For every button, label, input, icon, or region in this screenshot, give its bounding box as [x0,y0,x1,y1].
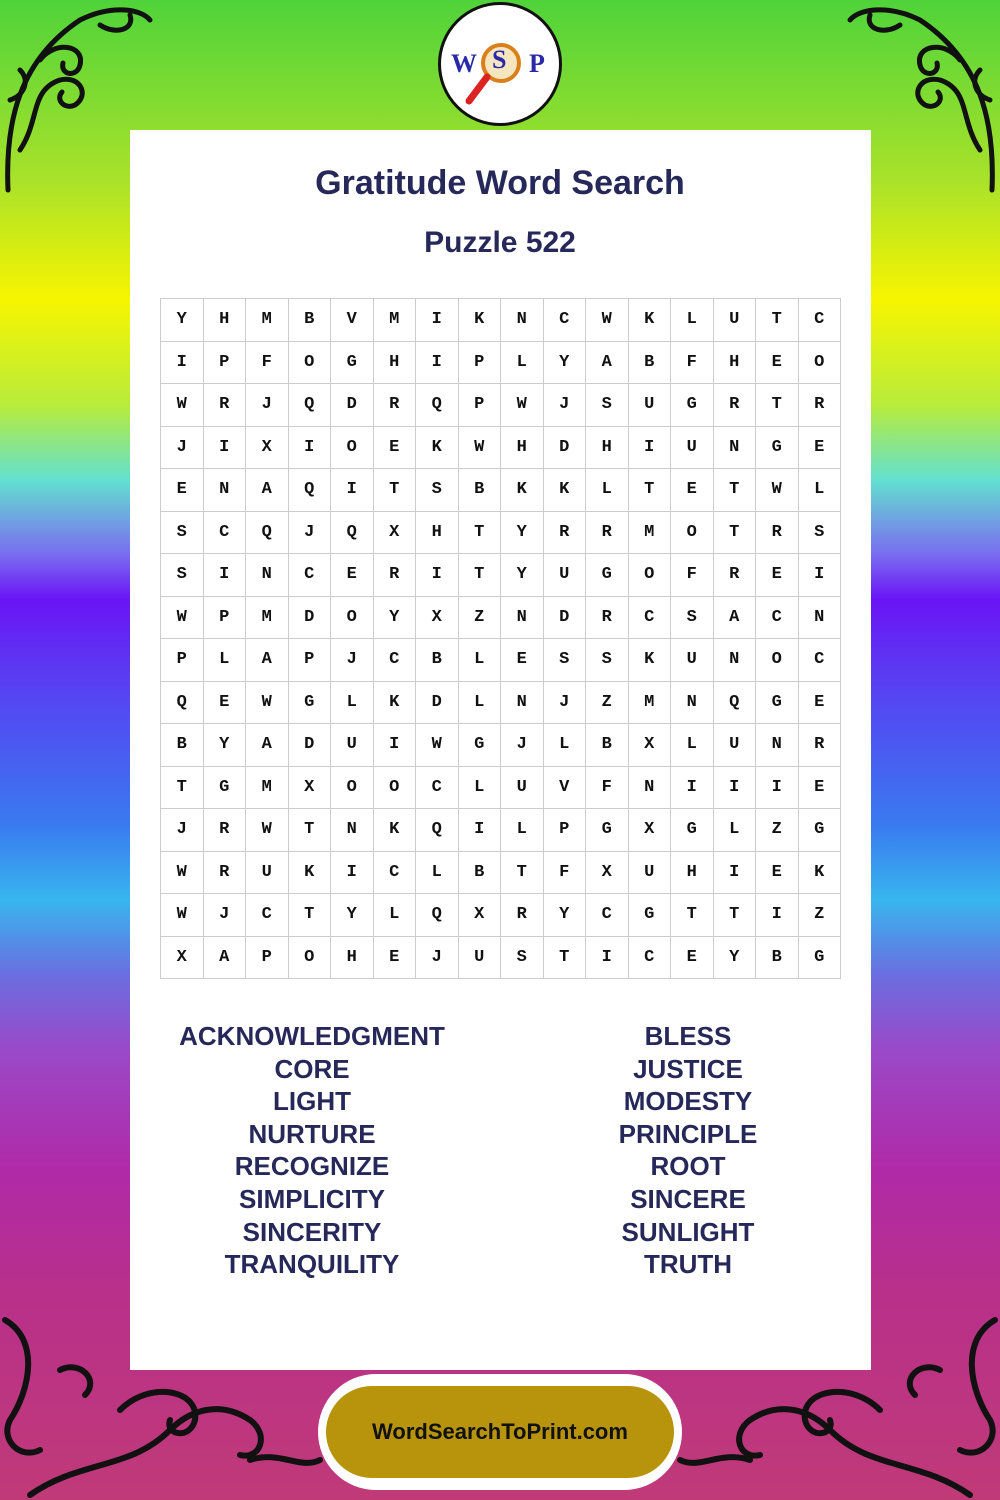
grid-cell[interactable]: U [501,767,544,810]
grid-cell[interactable]: K [501,469,544,512]
grid-cell[interactable]: S [586,384,629,427]
grid-cell[interactable]: B [416,639,459,682]
grid-cell[interactable]: O [289,342,332,385]
grid-cell[interactable]: G [799,937,842,980]
grid-cell[interactable]: N [756,724,799,767]
grid-cell[interactable]: Y [374,597,417,640]
grid-cell[interactable]: N [204,469,247,512]
grid-cell[interactable]: Q [331,512,374,555]
grid-cell[interactable]: T [629,469,672,512]
word-list-item: SUNLIGHT [621,1216,755,1247]
grid-cell[interactable]: L [459,682,502,725]
grid-cell[interactable]: A [714,597,757,640]
grid-cell[interactable]: J [544,682,587,725]
grid-cell[interactable]: O [331,767,374,810]
grid-cell[interactable]: D [331,384,374,427]
word-list-item: SIMPLICITY [239,1183,385,1214]
grid-cell[interactable]: O [289,937,332,980]
grid-cell[interactable]: K [416,427,459,470]
grid-cell[interactable]: W [246,682,289,725]
grid-cell[interactable]: F [671,342,714,385]
grid-cell[interactable]: S [161,554,204,597]
word-list-right [518,1020,858,1281]
grid-cell[interactable]: C [374,852,417,895]
grid-cell[interactable]: E [671,469,714,512]
grid-cell[interactable]: U [544,554,587,597]
grid-cell[interactable]: N [671,682,714,725]
grid-cell[interactable]: G [289,682,332,725]
grid-cell[interactable]: B [586,724,629,767]
grid-cell[interactable]: P [161,639,204,682]
grid-cell[interactable]: T [671,894,714,937]
grid-cell[interactable]: F [586,767,629,810]
grid-cell[interactable]: E [799,427,842,470]
grid-cell[interactable]: H [586,427,629,470]
grid-cell[interactable]: E [671,937,714,980]
grid-cell[interactable]: R [374,554,417,597]
grid-cell[interactable]: H [331,937,374,980]
grid-cell[interactable]: W [459,427,502,470]
grid-cell[interactable]: G [756,682,799,725]
grid-cell[interactable]: M [629,512,672,555]
word-list-item: CORE [274,1053,350,1084]
grid-cell[interactable]: Q [161,682,204,725]
word-list-item: NURTURE [248,1118,376,1149]
grid-cell[interactable]: U [331,724,374,767]
grid-cell[interactable]: E [756,554,799,597]
grid-cell[interactable]: Z [586,682,629,725]
grid-cell[interactable]: C [756,597,799,640]
grid-cell[interactable]: G [586,554,629,597]
grid-cell[interactable]: E [756,852,799,895]
grid-cell[interactable]: T [161,767,204,810]
grid-cell[interactable]: I [204,427,247,470]
grid-cell[interactable]: A [246,469,289,512]
word-list-item: ACKNOWLEDGMENT [179,1021,445,1051]
grid-cell[interactable]: P [459,342,502,385]
grid-cell[interactable]: C [289,554,332,597]
grid-cell[interactable]: Q [289,469,332,512]
grid-cell[interactable]: K [629,299,672,342]
grid-cell[interactable]: X [629,809,672,852]
grid-cell[interactable]: C [374,639,417,682]
word-list-item: RECOGNIZE [234,1151,390,1182]
puzzle-number: Puzzle 522 [424,226,576,259]
grid-cell[interactable]: W [161,597,204,640]
grid-cell[interactable]: I [416,299,459,342]
grid-cell[interactable]: B [289,299,332,342]
grid-cell[interactable]: G [629,894,672,937]
grid-cell[interactable]: D [289,724,332,767]
grid-cell[interactable]: R [799,724,842,767]
grid-cell[interactable]: L [459,767,502,810]
grid-cell[interactable]: O [374,767,417,810]
grid-cell[interactable]: G [671,809,714,852]
word-list-item: SINCERITY [242,1216,382,1247]
grid-cell[interactable]: N [501,682,544,725]
grid-cell[interactable]: G [331,342,374,385]
grid-cell[interactable]: D [544,427,587,470]
grid-cell[interactable]: Q [289,384,332,427]
grid-cell[interactable]: K [459,299,502,342]
grid-cell[interactable]: R [374,384,417,427]
grid-cell[interactable]: M [246,767,289,810]
grid-cell[interactable]: S [544,639,587,682]
word-list-item: BLESS [644,1021,732,1051]
puzzle-title: Gratitude Word Search [315,164,685,202]
grid-cell[interactable]: U [246,852,289,895]
grid-cell[interactable]: N [629,767,672,810]
grid-cell[interactable]: C [204,512,247,555]
grid-cell[interactable]: V [544,767,587,810]
grid-cell[interactable]: J [331,639,374,682]
grid-cell[interactable]: G [204,767,247,810]
grid-cell[interactable]: F [544,852,587,895]
grid-cell[interactable]: U [714,299,757,342]
grid-cell[interactable]: E [204,682,247,725]
grid-cell[interactable]: I [714,767,757,810]
grid-cell[interactable]: L [544,724,587,767]
grid-cell[interactable]: B [629,342,672,385]
grid-cell[interactable]: I [756,767,799,810]
grid-cell[interactable]: R [204,384,247,427]
grid-cell[interactable]: V [331,299,374,342]
grid-cell[interactable]: G [586,809,629,852]
grid-cell[interactable]: L [204,639,247,682]
grid-cell[interactable]: Y [501,554,544,597]
grid-cell[interactable]: C [629,937,672,980]
grid-cell[interactable]: Z [756,809,799,852]
grid-cell[interactable]: S [671,597,714,640]
grid-cell[interactable]: P [289,639,332,682]
grid-cell[interactable]: O [331,427,374,470]
grid-cell[interactable]: T [756,384,799,427]
word-list-item: JUSTICE [633,1053,743,1084]
grid-cell[interactable]: U [671,639,714,682]
word-list-item: PRINCIPLE [618,1118,758,1149]
word-list-item: TRUTH [643,1249,733,1280]
grid-cell[interactable]: N [331,809,374,852]
grid-cell[interactable]: W [501,384,544,427]
grid-cell[interactable]: S [501,937,544,980]
grid-cell[interactable]: U [714,724,757,767]
grid-cell[interactable]: R [544,512,587,555]
grid-cell[interactable]: U [629,852,672,895]
grid-cell[interactable]: Q [416,384,459,427]
grid-cell[interactable]: L [501,809,544,852]
grid-cell[interactable]: Y [714,937,757,980]
grid-cell[interactable]: Q [246,512,289,555]
grid-cell[interactable]: I [671,767,714,810]
grid-cell[interactable]: L [501,342,544,385]
grid-cell[interactable]: P [204,342,247,385]
grid-cell[interactable]: K [799,852,842,895]
grid-cell[interactable]: R [204,809,247,852]
grid-cell[interactable]: L [331,682,374,725]
grid-cell[interactable]: L [374,894,417,937]
grid-cell[interactable]: C [629,597,672,640]
grid-cell[interactable]: P [459,384,502,427]
grid-cell[interactable]: K [374,809,417,852]
grid-cell[interactable]: E [374,937,417,980]
grid-cell[interactable]: T [459,554,502,597]
grid-cell[interactable]: H [501,427,544,470]
grid-cell[interactable]: S [799,512,842,555]
grid-cell[interactable]: N [246,554,289,597]
grid-cell[interactable]: U [459,937,502,980]
grid-cell[interactable]: T [289,894,332,937]
grid-cell[interactable]: N [714,639,757,682]
grid-cell[interactable]: Y [204,724,247,767]
grid-cell[interactable]: E [799,767,842,810]
grid-cell[interactable]: U [629,384,672,427]
word-list-item: ROOT [650,1151,726,1182]
grid-cell[interactable]: X [246,427,289,470]
grid-cell[interactable]: G [671,384,714,427]
grid-cell[interactable]: X [586,852,629,895]
grid-cell[interactable]: L [714,809,757,852]
grid-cell[interactable]: A [586,342,629,385]
grid-cell[interactable]: X [289,767,332,810]
grid-cell[interactable]: T [714,469,757,512]
grid-cell[interactable]: S [416,469,459,512]
grid-cell[interactable]: R [714,384,757,427]
grid-cell[interactable]: X [459,894,502,937]
grid-cell[interactable]: P [544,809,587,852]
grid-cell[interactable]: P [204,597,247,640]
grid-cell[interactable]: O [671,512,714,555]
grid-cell[interactable]: R [204,852,247,895]
grid-cell[interactable]: Y [544,342,587,385]
grid-cell[interactable]: J [501,724,544,767]
grid-cell[interactable]: T [714,512,757,555]
grid-cell[interactable]: W [161,894,204,937]
letter-grid[interactable] [160,298,841,979]
grid-cell[interactable]: H [204,299,247,342]
grid-cell[interactable]: T [459,512,502,555]
grid-cell[interactable]: A [246,724,289,767]
grid-cell[interactable]: X [629,724,672,767]
grid-cell[interactable]: B [459,852,502,895]
grid-cell[interactable]: T [544,937,587,980]
grid-cell[interactable]: E [756,342,799,385]
grid-cell[interactable]: W [161,852,204,895]
grid-cell[interactable]: H [416,512,459,555]
grid-cell[interactable]: Y [501,512,544,555]
grid-cell[interactable]: Q [416,894,459,937]
grid-cell[interactable]: T [756,299,799,342]
grid-cell[interactable]: T [714,894,757,937]
grid-cell[interactable]: H [671,852,714,895]
word-list-item: TRANQUILITY [224,1249,400,1280]
grid-cell[interactable]: N [501,299,544,342]
grid-cell[interactable]: M [629,682,672,725]
grid-cell[interactable]: Y [161,299,204,342]
grid-cell[interactable]: E [331,554,374,597]
word-list-item: MODESTY [623,1086,753,1117]
grid-cell[interactable]: J [161,427,204,470]
grid-cell[interactable]: S [586,639,629,682]
grid-cell[interactable]: U [671,427,714,470]
logo-letter-s: S [492,45,507,74]
grid-cell[interactable]: X [161,937,204,980]
grid-cell[interactable]: I [629,427,672,470]
grid-cell[interactable]: B [756,937,799,980]
grid-cell[interactable]: I [331,852,374,895]
grid-cell[interactable]: N [501,597,544,640]
grid-cell[interactable]: W [586,299,629,342]
grid-cell[interactable]: O [331,597,374,640]
grid-cell[interactable]: W [161,384,204,427]
word-list-item: LIGHT [273,1086,351,1117]
logo-letter-p: P [529,49,545,78]
grid-cell[interactable]: H [714,342,757,385]
grid-cell[interactable]: O [799,342,842,385]
logo-letter-w: W [451,49,477,78]
grid-cell[interactable]: I [289,427,332,470]
grid-cell[interactable]: W [416,724,459,767]
website-link-button[interactable]: WordSearchToPrint.com [326,1386,674,1478]
grid-cell[interactable]: G [799,809,842,852]
grid-cell[interactable]: I [799,554,842,597]
grid-cell[interactable]: J [246,384,289,427]
grid-cell[interactable]: C [246,894,289,937]
grid-cell[interactable]: W [756,469,799,512]
grid-cell[interactable]: I [459,809,502,852]
grid-cell[interactable]: L [586,469,629,512]
grid-cell[interactable]: B [459,469,502,512]
grid-cell[interactable]: I [331,469,374,512]
grid-cell[interactable]: I [416,554,459,597]
grid-cell[interactable]: C [586,894,629,937]
grid-cell[interactable]: L [459,639,502,682]
grid-cell[interactable]: K [374,682,417,725]
grid-cell[interactable]: E [799,682,842,725]
grid-cell[interactable]: R [501,894,544,937]
grid-cell[interactable]: J [544,384,587,427]
grid-cell[interactable]: E [501,639,544,682]
grid-cell[interactable]: L [671,724,714,767]
grid-cell[interactable]: F [671,554,714,597]
grid-cell[interactable]: X [374,512,417,555]
grid-cell[interactable]: I [374,724,417,767]
grid-cell[interactable]: I [204,554,247,597]
grid-cell[interactable]: W [246,809,289,852]
grid-cell[interactable]: R [756,512,799,555]
grid-cell[interactable]: J [416,937,459,980]
grid-cell[interactable]: N [714,427,757,470]
word-list-left [142,1020,482,1281]
grid-cell[interactable]: C [799,639,842,682]
grid-cell[interactable]: Y [331,894,374,937]
grid-cell[interactable]: I [161,342,204,385]
grid-cell[interactable]: Y [544,894,587,937]
grid-cell[interactable]: M [246,299,289,342]
grid-cell[interactable]: I [756,894,799,937]
grid-cell[interactable]: Z [799,894,842,937]
grid-cell[interactable]: D [416,682,459,725]
grid-cell[interactable]: K [544,469,587,512]
grid-cell[interactable]: I [586,937,629,980]
grid-cell[interactable]: E [161,469,204,512]
grid-cell[interactable]: M [246,597,289,640]
grid-cell[interactable]: H [374,342,417,385]
grid-cell[interactable]: D [289,597,332,640]
grid-cell[interactable]: C [544,299,587,342]
grid-cell[interactable]: C [799,299,842,342]
grid-cell[interactable]: T [501,852,544,895]
grid-cell[interactable]: R [586,512,629,555]
grid-cell[interactable]: C [416,767,459,810]
grid-cell[interactable]: J [289,512,332,555]
grid-cell[interactable]: R [799,384,842,427]
grid-cell[interactable]: J [161,809,204,852]
grid-cell[interactable]: O [756,639,799,682]
grid-cell[interactable]: A [204,937,247,980]
grid-cell[interactable]: P [246,937,289,980]
grid-cell[interactable]: K [629,639,672,682]
grid-cell[interactable]: L [799,469,842,512]
grid-cell[interactable]: T [289,809,332,852]
grid-cell[interactable]: T [374,469,417,512]
grid-cell[interactable]: Q [714,682,757,725]
grid-cell[interactable]: N [799,597,842,640]
grid-cell[interactable]: D [544,597,587,640]
grid-cell[interactable]: Q [416,809,459,852]
grid-cell[interactable]: G [459,724,502,767]
grid-cell[interactable]: M [374,299,417,342]
grid-cell[interactable]: I [714,852,757,895]
grid-cell[interactable]: X [416,597,459,640]
grid-cell[interactable]: J [204,894,247,937]
grid-cell[interactable]: S [161,512,204,555]
word-list-item: SINCERE [630,1183,746,1214]
grid-cell[interactable]: A [246,639,289,682]
grid-cell[interactable]: B [161,724,204,767]
grid-cell[interactable]: L [671,299,714,342]
grid-cell[interactable]: R [714,554,757,597]
grid-cell[interactable]: Z [459,597,502,640]
grid-cell[interactable]: O [629,554,672,597]
grid-cell[interactable]: G [756,427,799,470]
grid-cell[interactable]: E [374,427,417,470]
grid-cell[interactable]: L [416,852,459,895]
grid-cell[interactable]: R [586,597,629,640]
site-logo[interactable] [438,2,562,126]
grid-cell[interactable]: F [246,342,289,385]
grid-cell[interactable]: I [416,342,459,385]
grid-cell[interactable]: K [289,852,332,895]
